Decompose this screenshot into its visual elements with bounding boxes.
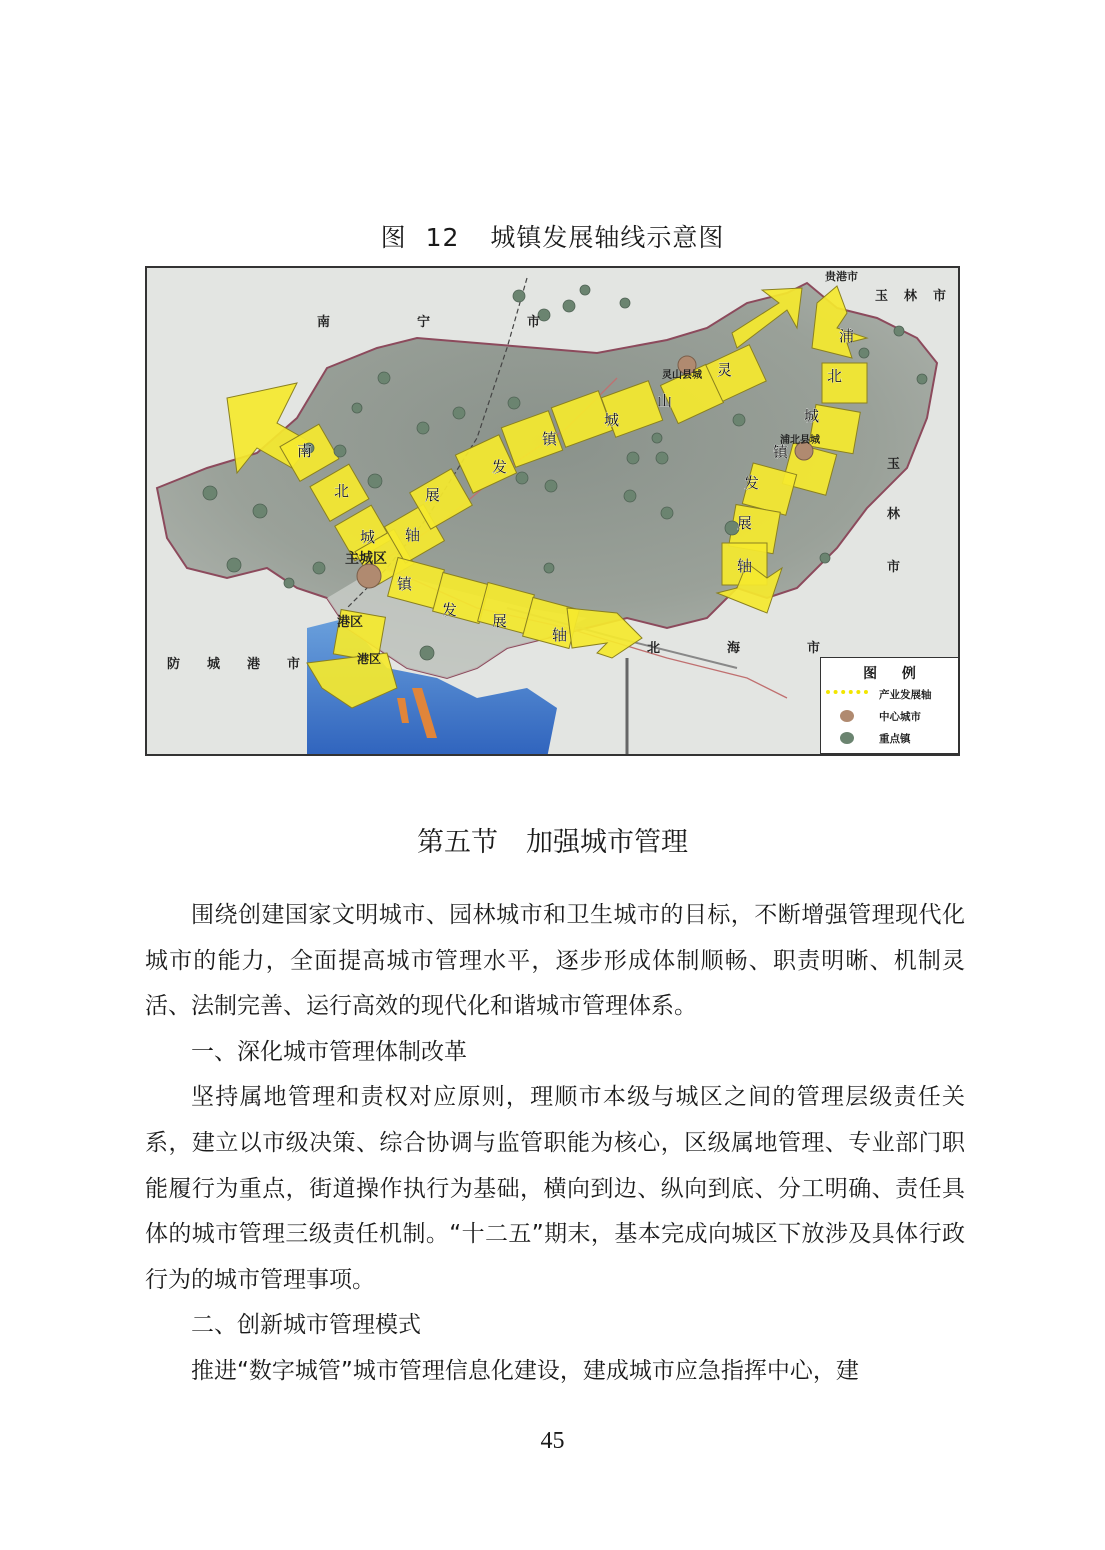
axis-char: 发 <box>492 458 508 476</box>
region-label-fcg-2: 城 <box>207 657 221 672</box>
legend-label: 中心城市 <box>879 710 921 723</box>
axis-char: 北 <box>334 482 350 500</box>
port-area-label-2: 港区 <box>357 652 382 666</box>
axis-char: 城 <box>804 407 820 425</box>
axis-char: 展 <box>492 612 508 630</box>
axis-char: 镇 <box>773 443 789 461</box>
figure-number: 12 <box>425 223 460 252</box>
region-label-nanning-3: 市 <box>527 315 541 330</box>
body-text <box>145 893 965 1395</box>
subheading: 一、深化城市管理体制改革 <box>191 1038 467 1065</box>
axis-char: 轴 <box>737 557 753 575</box>
axis-char: 轴 <box>552 626 568 644</box>
legend-title: 图 例 <box>863 666 926 682</box>
axis-map <box>145 266 960 756</box>
axis-char: 轴 <box>405 526 421 544</box>
paragraph: 围绕创建国家文明城市、园林城市和卫生城市的目标，不断增强管理现代化城市的能力，全面提高城市管理水平，逐步形成体制顺畅、职责明晰、机制灵活、法制完善、运行高效的现代化和谐城市管理体系。 <box>145 902 965 1020</box>
axis-char: 展 <box>425 486 441 504</box>
paragraph: 坚持属地管理和责权对应原则，理顺市本级与城区之间的管理层级责任关系，建立以市级决策、综合协调与监管职能为核心，区级属地管理、专业部门职能履行为重点，街道操作执行为基础，横向到边、纵向到底、分工明确、责任具体的城市管理三级责任机制。“十二五”期末，基本完成向城区下放涉及具体行政行为的城市管理事项。 <box>145 1084 965 1293</box>
page-number: 45 <box>540 1428 565 1454</box>
region-label-nanning-2: 宁 <box>417 315 431 330</box>
region-label-yulin-right-1: 玉 <box>887 457 901 472</box>
axis-char: 浦 <box>839 327 855 345</box>
legend-item-key-town <box>821 727 958 749</box>
figure-caption <box>0 218 1105 254</box>
region-label-yulin-right-3: 市 <box>887 560 901 575</box>
subheading: 二、创新城市管理模式 <box>191 1312 421 1339</box>
region-label-fcg-3: 港 <box>247 657 261 672</box>
axis-char: 灵 <box>717 361 733 379</box>
section-heading: 加强城市管理 <box>526 827 688 858</box>
axis-char: 城 <box>360 528 376 546</box>
axis-char: 镇 <box>397 575 413 593</box>
figure-title: 城镇发展轴线示意图 <box>490 223 725 252</box>
axis-char: 发 <box>744 474 760 492</box>
county-seat-lingshan: 灵山县城 <box>662 370 702 381</box>
county-seat-pubei: 浦北县城 <box>780 435 820 446</box>
figure-prefix: 图 <box>380 223 407 252</box>
region-label-yulin-top-2: 林 <box>904 289 918 304</box>
legend-item-axis <box>821 683 958 705</box>
map-legend <box>820 657 959 754</box>
axis-char: 展 <box>737 514 753 532</box>
section-number: 第五节 <box>417 827 498 858</box>
region-label-yulin-top-3: 市 <box>933 289 947 304</box>
region-label-beihai-2: 海 <box>727 641 741 656</box>
paragraph: 推进“数字城管”城市管理信息化建设，建成城市应急指挥中心，建 <box>191 1357 859 1384</box>
axis-char: 南 <box>297 442 313 460</box>
section-title <box>0 820 1105 859</box>
region-label-nanning-1: 南 <box>317 315 331 330</box>
region-label-yulin-right-2: 林 <box>887 507 901 522</box>
legend-label: 重点镇 <box>879 732 911 745</box>
region-label-fcg-4: 市 <box>287 657 301 672</box>
key-town-dot-icon <box>840 732 854 744</box>
region-label-guigang: 贵港市 <box>825 270 858 283</box>
region-label-beihai-3: 市 <box>807 641 821 656</box>
center-city-dot-icon <box>840 710 854 722</box>
center-city-main <box>357 564 381 588</box>
axis-char: 北 <box>827 367 843 385</box>
region-label-yulin-top-1: 玉 <box>875 289 889 304</box>
region-label-fcg-1: 防 <box>167 657 181 672</box>
axis-char: 镇 <box>542 430 558 448</box>
dotted-arrow-icon <box>826 690 868 698</box>
axis-char: 发 <box>442 601 458 619</box>
port-area-label-1: 港区 <box>337 615 364 630</box>
legend-label: 产业发展轴 <box>879 688 932 701</box>
axis-char: 城 <box>604 411 620 429</box>
main-city-label: 主城区 <box>345 551 387 567</box>
axis-char: 山 <box>657 392 673 410</box>
region-label-beihai-1: 北 <box>647 641 661 656</box>
legend-item-center-city <box>821 705 958 727</box>
